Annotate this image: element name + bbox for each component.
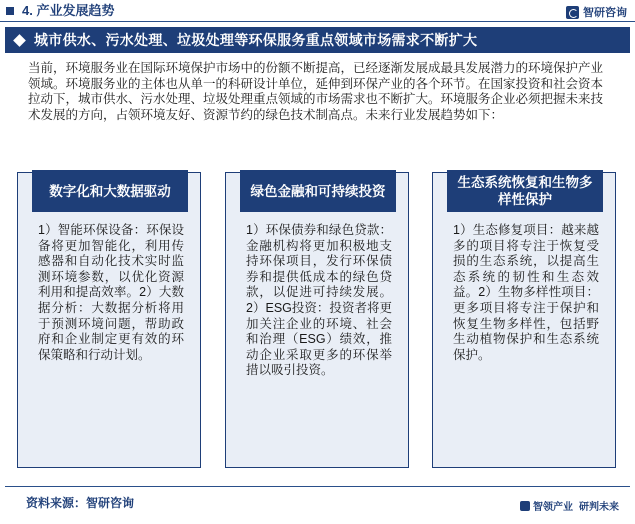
trend-card-body: 1）生态修复项目：越来越多的项目将专注于恢复受损的生态系统，以提高生态系统的韧性和生态效益。2）生物多样性项目：更多项目将专注于保护和恢复生物多样性，包括野生动植物保护和生态系统保护。 (453, 223, 599, 362)
tagline-slogan: 研判未来 (579, 502, 619, 513)
trend-card-green-finance (225, 172, 409, 468)
trend-card-title: 生态系统恢复和生物多样性保护 (447, 170, 603, 212)
headline-banner (5, 27, 630, 53)
trend-card-body: 1）环保债券和绿色贷款：金融机构将更加积极地支持环保项目，发行环保债券和提供低成本的绿色贷款，以促进可持续发展。2）ESG投资：投资者将更加关注企业的环境、社会和治理（ESG）绩效，推动企业采取更多的环保举措以吸引投资。 (246, 223, 392, 378)
section-title: 4. 产业发展趋势 (22, 3, 115, 18)
trend-card-digital (17, 172, 201, 468)
diamond-bullet-icon (13, 34, 26, 47)
brand-name: 智研咨询 (583, 7, 627, 19)
footer-divider (5, 486, 630, 487)
trend-card-title: 数字化和大数据驱动 (32, 170, 188, 212)
headline-title: 城市供水、污水处理、垃圾处理等环保服务重点领域市场需求不断扩大 (34, 32, 478, 48)
brand (566, 4, 627, 20)
source-note: 资料来源：智研咨询 (26, 496, 135, 510)
trend-card-title: 绿色金融和可持续投资 (240, 170, 396, 212)
trend-card-ecosystem (432, 172, 616, 468)
trend-card-body: 1）智能环保设备：环保设备将更加智能化，利用传感器和自动化技术实时监测环境参数，以优化资源利用和提高效率。2）大数据分析：大数据分析将用于预测环境问题，帮助政府和企业制定更有效的环保策略和行动计划。 (38, 223, 184, 362)
intro-paragraph: 当前，环境服务业在国际环境保护市场中的份额不断提高，已经逐渐发展成最具发展潜力的环境保护产业领域。环境服务业的主体也从单一的科研设计单位，延伸到环保产业的各个环节。在国家投资和社会资本拉动下，城市供水、污水处理、垃圾处理重点领域的市场需求也不断扩大。环境服务企业必须把握未来技术发展的方向，占领环境友好、资源节约的绿色技术制高点。未来行业发展趋势如下： (28, 61, 604, 122)
footer-tagline (520, 498, 625, 513)
footer-logo-icon (520, 501, 530, 511)
section-marker-icon (6, 7, 14, 15)
tagline-brand: 智领产业 (533, 502, 573, 513)
top-header (0, 0, 635, 22)
brand-logo-icon (566, 6, 579, 19)
